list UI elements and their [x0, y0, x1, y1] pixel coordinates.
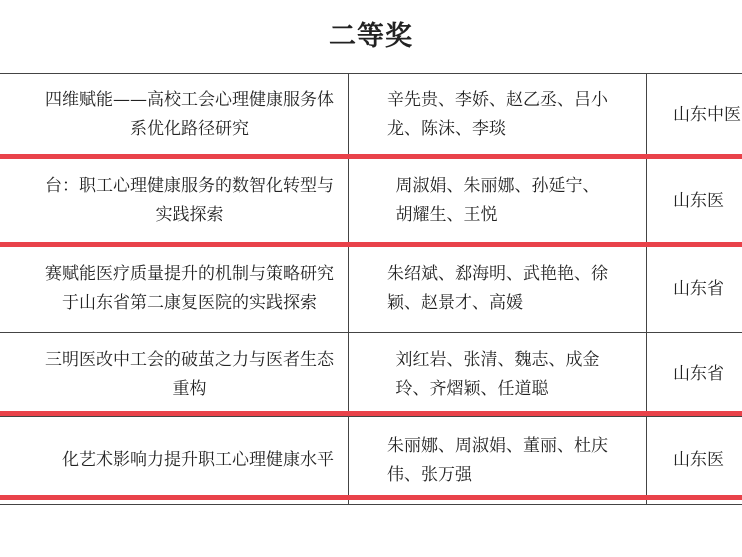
authors-line: 颖、赵景才、高媛 — [387, 293, 523, 313]
authors-cell — [349, 157, 647, 246]
authors-line: 周淑娟、朱丽娜、孙延宁、 — [395, 176, 600, 196]
unit-cell: 山东中医 — [647, 74, 742, 157]
authors-line: 玲、齐熠颖、任道聪 — [395, 378, 549, 399]
unit-cell: 山东医 — [647, 157, 742, 246]
unit-cell: 山东省 — [647, 333, 742, 417]
authors-cell — [349, 333, 647, 417]
project-title-line: 重构 — [172, 378, 207, 399]
project-title-cell — [0, 333, 349, 417]
project-title-line: 三明医改中工会的破茧之力与医者生态 — [45, 349, 334, 370]
unit-cell: 山东省 — [647, 246, 742, 333]
table-row — [0, 74, 742, 157]
award-heading: 二等奖 — [329, 21, 413, 52]
authors-line: 朱丽娜、周淑娟、董丽、杜庆 — [387, 435, 608, 456]
table-row — [0, 246, 742, 333]
authors-line: 伟、张万强 — [387, 464, 472, 485]
authors-line: 朱绍斌、郄海明、武艳艳、徐 — [387, 264, 608, 284]
table-row — [0, 333, 742, 417]
project-title-cell — [0, 246, 349, 333]
authors-line: 胡耀生、王悦 — [395, 205, 498, 225]
authors-line: 辛先贵、李娇、赵乙丞、吕小 — [387, 90, 608, 110]
authors-cell — [349, 417, 647, 505]
highlight-rule — [0, 242, 742, 247]
project-title-line: 赛赋能医疗质量提升的机制与策略研究 — [45, 264, 334, 284]
project-title-cell — [0, 74, 349, 157]
project-title-cell — [0, 157, 349, 246]
project-title-cell — [0, 417, 349, 505]
authors-cell — [349, 246, 647, 333]
table-row — [0, 157, 742, 246]
award-table — [0, 73, 742, 505]
authors-line: 刘红岩、张清、魏志、成金 — [395, 349, 600, 370]
project-title-line: 于山东省第二康复医院的实践探索 — [62, 293, 317, 313]
highlight-rule — [0, 495, 742, 500]
project-title-line: 化艺术影响力提升职工心理健康水平 — [62, 450, 334, 470]
project-title-line: 系优化路径研究 — [130, 119, 249, 139]
highlight-rule — [0, 154, 742, 159]
table-row — [0, 417, 742, 505]
authors-cell — [349, 74, 647, 157]
project-title-line: 四维赋能——高校工会心理健康服务体 — [45, 90, 334, 110]
project-title-line: 台：职工心理健康服务的数智化转型与 — [45, 176, 334, 196]
highlight-rule — [0, 411, 742, 416]
authors-line: 龙、陈沫、李琰 — [387, 119, 506, 139]
unit-cell: 山东医 — [647, 417, 742, 505]
project-title-line: 实践探索 — [155, 205, 224, 225]
